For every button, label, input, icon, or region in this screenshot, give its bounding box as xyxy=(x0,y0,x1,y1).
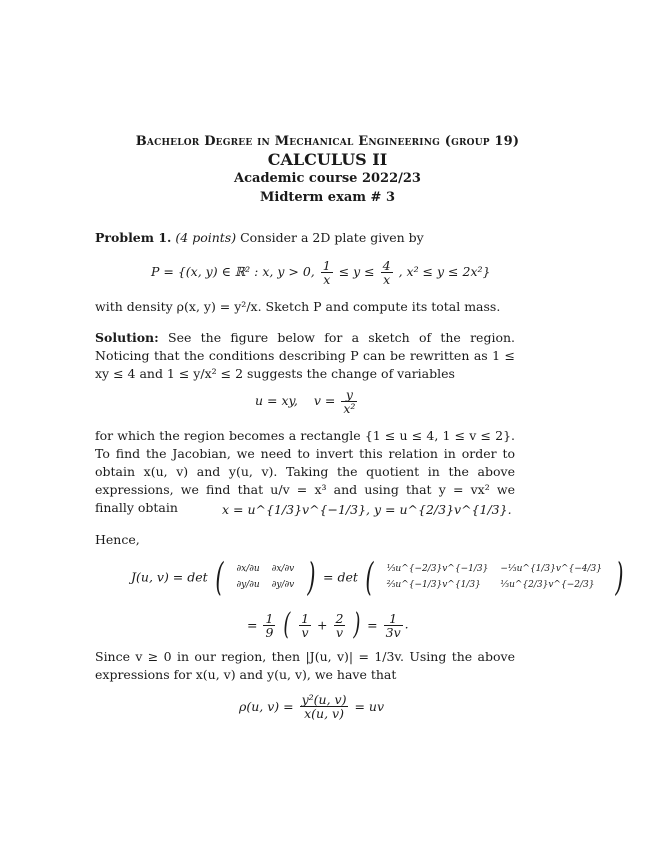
j2-d-num: 1 xyxy=(384,612,403,626)
j2-b-den: v xyxy=(301,624,309,640)
set-lhs: P = {(x, y) ∈ ℝ² : x, y > 0, xyxy=(151,264,315,279)
hence-text: Hence, xyxy=(95,532,140,547)
j2-plus: + xyxy=(317,617,328,633)
j2-frac-a xyxy=(263,612,275,639)
frac2-numerator: 4 xyxy=(382,258,391,273)
set-mid: ≤ y ≤ xyxy=(338,264,375,279)
set-definition xyxy=(151,259,490,286)
j2-c-den: v xyxy=(335,624,344,640)
n11: ⅓u^{−2/3}v^{−1/3} xyxy=(386,564,489,574)
problem-points: (4 points) xyxy=(175,230,237,245)
change-v-denominator: x² xyxy=(343,401,356,416)
solution-intro-text: See the figure below for a sketch of the region. Noticing that the conditions describing P can be rewritten as 1 ≤ xy ≤ 4 and 1 ≤ y/x² ≤ 2 suggests the change of variables xyxy=(95,330,515,381)
program-heading: Bachelor Degree in Mechanical Engineering (group 19) xyxy=(135,134,520,149)
n21: ⅔u^{−1/3}v^{1/3} xyxy=(386,580,481,590)
change-u: u = xy, xyxy=(255,393,298,408)
frac1-numerator: 1 xyxy=(322,258,331,273)
j2-right-paren: ) xyxy=(353,607,361,642)
n12: −⅓u^{1/3}v^{−4/3} xyxy=(500,564,602,574)
partials-matrix xyxy=(230,561,300,593)
left-paren-2: ( xyxy=(365,555,374,599)
values-matrix xyxy=(381,561,608,593)
fraction-y-over-x2 xyxy=(341,388,357,415)
rho-rhs: = uv xyxy=(354,699,385,714)
m11: ∂x/∂u xyxy=(236,564,260,574)
m22: ∂y/∂v xyxy=(271,580,295,590)
m12: ∂x/∂v xyxy=(271,564,295,574)
change-of-variables xyxy=(255,388,359,415)
problem-label: Problem 1. xyxy=(95,230,172,245)
left-paren: ( xyxy=(214,555,224,599)
fraction-four-over-x xyxy=(381,259,393,286)
m21: ∂y/∂u xyxy=(236,580,260,590)
academic-course: Academic course 2022/23 xyxy=(234,171,421,186)
j2-b-num: 1 xyxy=(301,610,310,626)
solution-paragraph-2: for which the region becomes a rectangle {1 ≤ u ≤ 4, 1 ≤ v ≤ 2}. To find the Jacobian, we need to invert this relation in order to obtain x(u, v) and y(u, v). Taking the quotient in the above expressions, we find that u/v = x³ and using that y = vx² we finally obtain xyxy=(95,428,515,515)
exam-title: Midterm exam # 3 xyxy=(259,190,395,205)
j2-frac-c xyxy=(334,612,346,639)
solution-paragraph-3: Since v ≥ 0 in our region, then |J(u, v)| = 1/3v. Using the above expressions for x(u, v) and y(u, v), we have that xyxy=(95,649,515,682)
frac1-denominator: x xyxy=(323,272,331,287)
right-paren: ) xyxy=(307,555,316,599)
set-rhs: , x² ≤ y ≤ 2x²} xyxy=(398,264,491,279)
j2-a-num: 1 xyxy=(265,610,274,626)
j2-frac-b xyxy=(299,612,311,639)
inverse-relation: x = u^{1/3}v^{−1/3}, y = u^{2/3}v^{1/3}. xyxy=(222,502,512,517)
fraction-one-over-x xyxy=(321,259,333,286)
change-v: v = xyxy=(313,393,336,408)
course-title: CALCULUS II xyxy=(267,150,388,169)
j2-left-paren: ( xyxy=(283,607,291,642)
solution-label: Solution: xyxy=(95,330,159,345)
n22: ⅓u^{2/3}v^{−2/3} xyxy=(500,580,595,590)
rho-expression xyxy=(239,693,384,720)
rho-numerator: y²(u, v) xyxy=(301,692,347,707)
rho-lhs: ρ(u, v) = xyxy=(239,699,294,714)
j2-c-num: 2 xyxy=(335,610,344,626)
solution-intro xyxy=(95,329,515,383)
jacobian-lhs: J(u, v) = det xyxy=(131,569,208,585)
problem-text: Consider a 2D plate given by xyxy=(240,230,424,245)
j2-a-den: 9 xyxy=(265,624,274,640)
density-text: with density ρ(x, y) = y²/x. Sketch P and compute its total mass. xyxy=(95,299,501,314)
j2-eq: = xyxy=(247,617,258,633)
jacobian-line-2: = $\frac{1}{9}$ ( $\frac{1}{v}$ + $\frac{2}{v}$ ) = $\frac{1}{3v}$ . xyxy=(247,607,409,642)
jacobian-eq: = det xyxy=(323,569,358,585)
j2-d-den: 3v xyxy=(385,624,401,640)
right-paren-2: ) xyxy=(615,555,624,599)
j2-eq2: = xyxy=(367,617,378,633)
j2-frac-d xyxy=(384,612,403,639)
jacobian-line-1 xyxy=(131,555,627,599)
change-v-numerator: y xyxy=(341,388,357,402)
problem-statement xyxy=(95,229,515,247)
frac2-denominator: x xyxy=(383,272,391,287)
rho-denominator: x(u, v) xyxy=(304,706,344,721)
rho-fraction xyxy=(300,693,349,720)
